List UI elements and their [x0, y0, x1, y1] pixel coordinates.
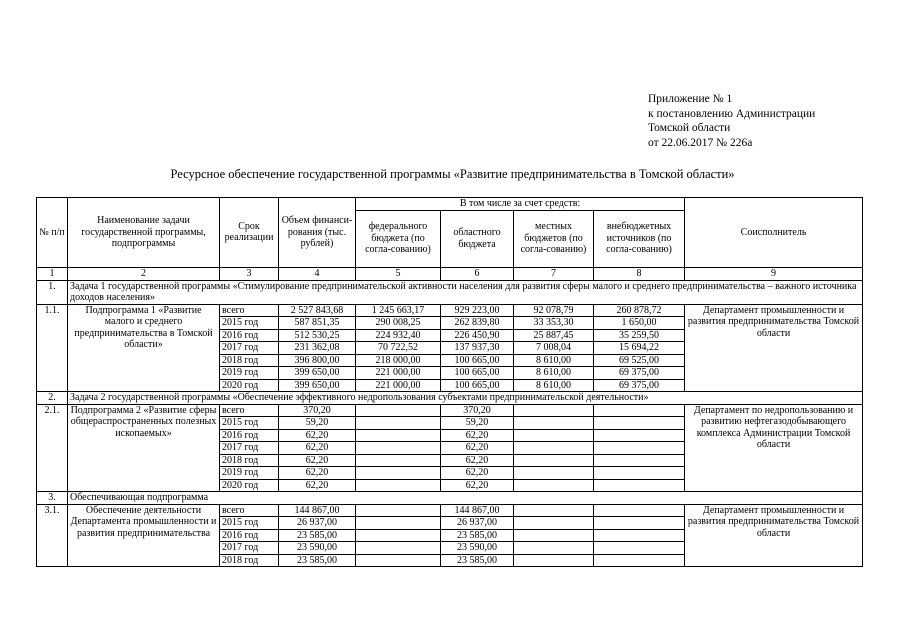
local-cell [514, 479, 594, 492]
header-coexecutor: Соисполнитель [685, 198, 863, 268]
federal-cell [356, 467, 441, 480]
federal-cell [356, 454, 441, 467]
header-local: местных бюджетов (по согла-сованию) [514, 210, 594, 267]
volume-cell: 59,20 [279, 417, 356, 430]
local-cell: 92 078,79 [514, 304, 594, 317]
volume-cell: 23 590,00 [279, 542, 356, 555]
task-title: Задача 2 государственной программы «Обеспечение эффективного недропользования субъектами предпринимательской деятельности» [68, 392, 863, 405]
appendix-block [648, 92, 815, 150]
subprogram-name: Подпрограмма 1 «Развитие малого и среднего предпринимательства в Томской области» [68, 304, 220, 392]
volume-cell: 399 650,00 [279, 379, 356, 392]
local-cell [514, 517, 594, 530]
term-cell: всего [220, 304, 279, 317]
regional-cell: 100 665,00 [441, 379, 514, 392]
task-title: Обеспечивающая подпрограмма [68, 492, 863, 505]
column-number: 7 [514, 267, 594, 280]
task-number: 2. [37, 392, 68, 405]
term-cell: 2016 год [220, 329, 279, 342]
column-number: 9 [685, 267, 863, 280]
header-federal: федерального бюджета (по согла-сованию) [356, 210, 441, 267]
volume-cell: 62,20 [279, 467, 356, 480]
local-cell [514, 429, 594, 442]
local-cell [514, 467, 594, 480]
volume-cell: 62,20 [279, 454, 356, 467]
regional-cell: 262 839,80 [441, 317, 514, 330]
volume-cell: 2 527 843,68 [279, 304, 356, 317]
federal-cell: 70 722,52 [356, 342, 441, 355]
federal-cell [356, 504, 441, 517]
header-num: № п/п [37, 198, 68, 268]
regional-cell: 144 867,00 [441, 504, 514, 517]
term-cell: 2018 год [220, 454, 279, 467]
table-body [37, 280, 863, 567]
regional-cell: 100 665,00 [441, 354, 514, 367]
extra-cell [594, 529, 685, 542]
regional-cell: 23 585,00 [441, 529, 514, 542]
regional-cell: 62,20 [441, 454, 514, 467]
column-number: 5 [356, 267, 441, 280]
table-row [37, 304, 863, 317]
volume-cell: 399 650,00 [279, 367, 356, 380]
extra-cell: 69 375,00 [594, 379, 685, 392]
regional-cell: 62,20 [441, 442, 514, 455]
extra-cell [594, 404, 685, 417]
local-cell: 25 887,45 [514, 329, 594, 342]
column-number: 1 [37, 267, 68, 280]
regional-cell: 100 665,00 [441, 367, 514, 380]
volume-cell: 62,20 [279, 479, 356, 492]
task-number: 1. [37, 280, 68, 304]
regional-cell: 59,20 [441, 417, 514, 430]
subprogram-number: 1.1. [37, 304, 68, 392]
subprogram-name: Обеспечение деятельности Департамента промышленности и развития предпринимательства [68, 504, 220, 567]
local-cell: 8 610,00 [514, 379, 594, 392]
subprogram-number: 3.1. [37, 504, 68, 567]
volume-cell: 62,20 [279, 429, 356, 442]
local-cell: 7 008,04 [514, 342, 594, 355]
volume-cell: 512 530,25 [279, 329, 356, 342]
federal-cell: 224 932,40 [356, 329, 441, 342]
header-volume: Объем финанси-рования (тыс. рублей) [279, 198, 356, 268]
appendix-line: к постановлению Администрации [648, 107, 816, 120]
header-extra: внебюджетных источников (по согла-сованию) [594, 210, 685, 267]
volume-cell: 26 937,00 [279, 517, 356, 530]
volume-cell: 144 867,00 [279, 504, 356, 517]
extra-cell [594, 417, 685, 430]
regional-cell: 929 223,00 [441, 304, 514, 317]
column-number: 2 [68, 267, 220, 280]
column-numbers-row [37, 267, 863, 280]
column-number: 3 [220, 267, 279, 280]
regional-cell: 23 585,00 [441, 554, 514, 567]
volume-cell: 23 585,00 [279, 554, 356, 567]
term-cell: 2018 год [220, 354, 279, 367]
local-cell: 8 610,00 [514, 354, 594, 367]
coexecutor-cell: Департамент по недропользованию и развитию нефтегазодобывающего комплекса Администрации Томской области [685, 404, 863, 492]
regional-cell: 23 590,00 [441, 542, 514, 555]
term-cell: 2015 год [220, 517, 279, 530]
term-cell: 2015 год [220, 317, 279, 330]
volume-cell: 23 585,00 [279, 529, 356, 542]
task-row [37, 492, 863, 505]
federal-cell: 1 245 663,17 [356, 304, 441, 317]
local-cell [514, 554, 594, 567]
extra-cell [594, 504, 685, 517]
local-cell [514, 542, 594, 555]
extra-cell: 260 878,72 [594, 304, 685, 317]
extra-cell [594, 517, 685, 530]
term-cell: 2017 год [220, 442, 279, 455]
column-number: 4 [279, 267, 356, 280]
federal-cell [356, 542, 441, 555]
local-cell [514, 404, 594, 417]
subprogram-number: 2.1. [37, 404, 68, 492]
volume-cell: 587 851,35 [279, 317, 356, 330]
column-number: 6 [441, 267, 514, 280]
term-cell: 2020 год [220, 379, 279, 392]
term-cell: 2017 год [220, 542, 279, 555]
federal-cell [356, 417, 441, 430]
regional-cell: 137 937,30 [441, 342, 514, 355]
term-cell: 2020 год [220, 479, 279, 492]
local-cell [514, 454, 594, 467]
task-title: Задача 1 государственной программы «Стимулирование предпринимательской активности населения для развития сферы малого и среднего предпринимательства – важного источника доходов населения» [68, 280, 863, 304]
term-cell: 2017 год [220, 342, 279, 355]
table-row [37, 404, 863, 417]
federal-cell [356, 517, 441, 530]
regional-cell: 62,20 [441, 429, 514, 442]
extra-cell [594, 454, 685, 467]
document-title: Ресурсное обеспечение государственной программы «Развитие предпринимательства в Томской области» [170, 167, 735, 181]
header-name: Наименование задачи государственной программы, подпрограммы [68, 198, 220, 268]
local-cell: 8 610,00 [514, 367, 594, 380]
appendix-line: Томской области [648, 122, 731, 134]
extra-cell: 15 694,22 [594, 342, 685, 355]
resource-table [36, 197, 863, 567]
header-including: В том числе за счет средств: [356, 198, 685, 211]
federal-cell [356, 554, 441, 567]
regional-cell: 226 450,90 [441, 329, 514, 342]
term-cell: 2016 год [220, 529, 279, 542]
regional-cell: 370,20 [441, 404, 514, 417]
task-number: 3. [37, 492, 68, 505]
extra-cell: 69 525,00 [594, 354, 685, 367]
federal-cell [356, 479, 441, 492]
term-cell: 2019 год [220, 467, 279, 480]
extra-cell [594, 554, 685, 567]
extra-cell: 35 259,50 [594, 329, 685, 342]
federal-cell: 290 008,25 [356, 317, 441, 330]
local-cell: 33 353,30 [514, 317, 594, 330]
term-cell: 2018 год [220, 554, 279, 567]
header-regional: областного бюджета [441, 210, 514, 267]
task-row [37, 392, 863, 405]
term-cell: 2016 год [220, 429, 279, 442]
table-row [37, 504, 863, 517]
task-row [37, 280, 863, 304]
federal-cell [356, 404, 441, 417]
extra-cell: 69 375,00 [594, 367, 685, 380]
column-number: 8 [594, 267, 685, 280]
regional-cell: 62,20 [441, 479, 514, 492]
local-cell [514, 504, 594, 517]
extra-cell [594, 442, 685, 455]
extra-cell [594, 479, 685, 492]
extra-cell: 1 650,00 [594, 317, 685, 330]
appendix-line: Приложение № 1 [648, 93, 733, 105]
federal-cell [356, 429, 441, 442]
extra-cell [594, 429, 685, 442]
volume-cell: 370,20 [279, 404, 356, 417]
local-cell [514, 529, 594, 542]
volume-cell: 62,20 [279, 442, 356, 455]
federal-cell: 218 000,00 [356, 354, 441, 367]
local-cell [514, 417, 594, 430]
extra-cell [594, 542, 685, 555]
header-term: Срок реализации [220, 198, 279, 268]
extra-cell [594, 467, 685, 480]
subprogram-name: Подпрограмма 2 «Развитие сферы общераспространенных полезных ископаемых» [68, 404, 220, 492]
volume-cell: 396 800,00 [279, 354, 356, 367]
term-cell: всего [220, 504, 279, 517]
regional-cell: 26 937,00 [441, 517, 514, 530]
federal-cell [356, 442, 441, 455]
local-cell [514, 442, 594, 455]
term-cell: 2019 год [220, 367, 279, 380]
regional-cell: 62,20 [441, 467, 514, 480]
appendix-line: от 22.06.2017 № 226а [648, 136, 753, 149]
federal-cell [356, 529, 441, 542]
volume-cell: 231 362,08 [279, 342, 356, 355]
coexecutor-cell: Департамент промышленности и развития предпринимательства Томской области [685, 304, 863, 392]
federal-cell: 221 000,00 [356, 367, 441, 380]
federal-cell: 221 000,00 [356, 379, 441, 392]
term-cell: 2015 год [220, 417, 279, 430]
term-cell: всего [220, 404, 279, 417]
coexecutor-cell: Департамент промышленности и развития предпринимательства Томской области [685, 504, 863, 567]
